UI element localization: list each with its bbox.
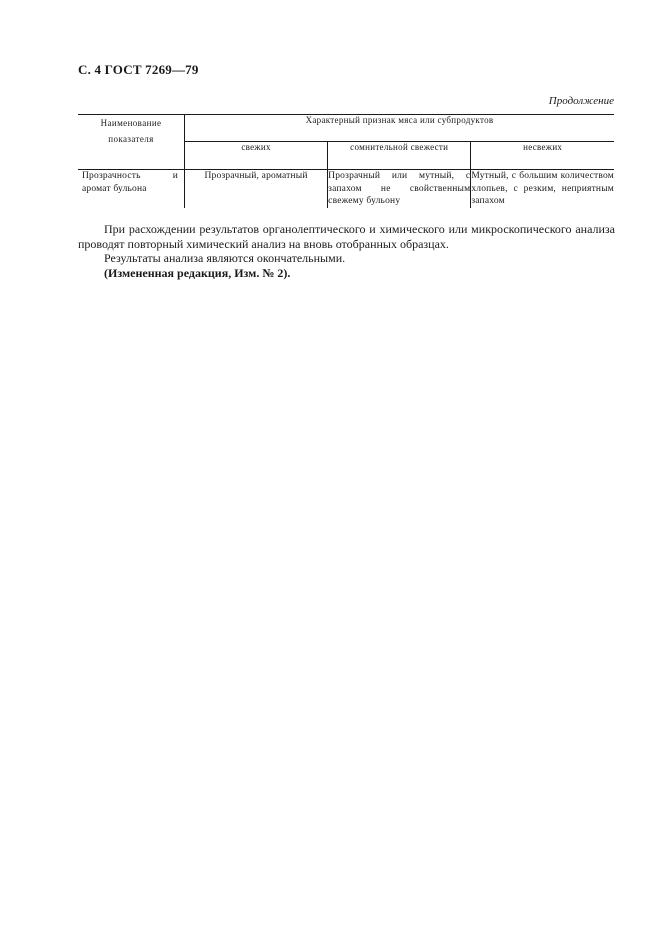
column-header-fresh: свежих xyxy=(185,142,328,170)
column-header-doubtful: сомнительной свежести xyxy=(328,142,471,170)
continuation-label: Продолжение xyxy=(548,95,614,107)
paragraph-results: Результаты анализа являются окончательными. xyxy=(104,251,346,265)
column-header-stale: несвежих xyxy=(471,142,614,170)
table-row xyxy=(78,170,614,208)
cell-indicator-name: Прозрачность и аромат бульона xyxy=(78,170,185,208)
column-header-name: Наименование показателя xyxy=(78,115,185,170)
table-header-row xyxy=(78,115,614,142)
body-text xyxy=(78,222,615,280)
paragraph-discrepancy: При расхождении результатов органолептического и химического или микроскопического анализа проводят повторный химический анализ на вновь отобранных образцах. xyxy=(78,222,615,251)
cell-fresh: Прозрачный, ароматный xyxy=(204,171,308,181)
cell-stale: Мутный, с большим количеством хлопьев, с резким, неприятным запахом xyxy=(471,171,614,206)
characteristics-table xyxy=(78,114,614,208)
column-group-header: Характерный признак мяса или субпродуктов xyxy=(185,115,615,142)
page-header-title: С. 4 ГОСТ 7269—79 xyxy=(78,62,199,77)
cell-doubtful: Прозрачный или мутный, с запахом не свойственным свежему бульону xyxy=(328,171,471,206)
paragraph-amendment: (Измененная редакция, Изм. № 2). xyxy=(104,265,291,280)
